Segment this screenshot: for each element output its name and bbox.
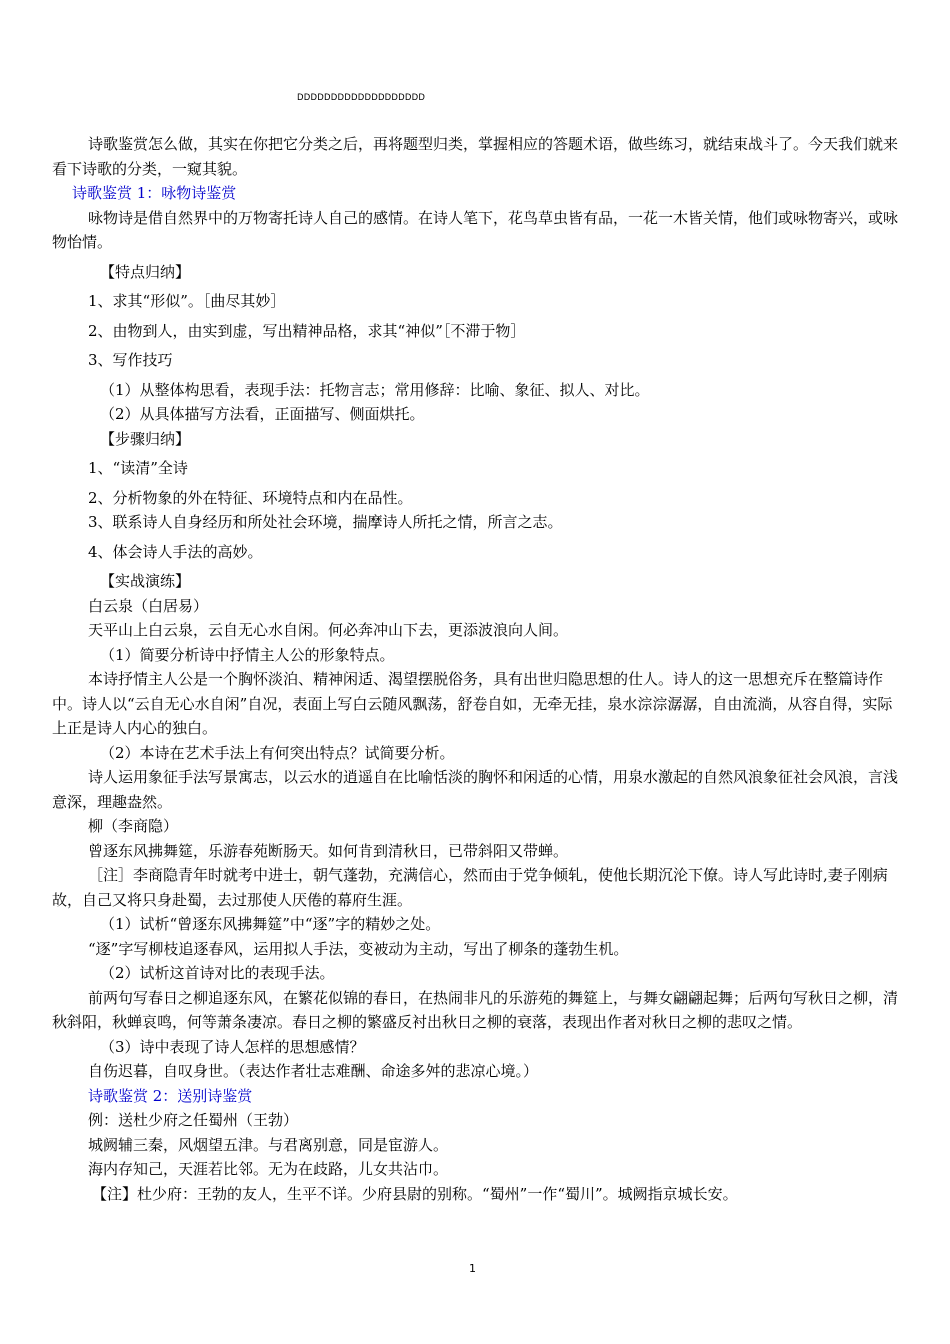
poem-text: 天平山上白云泉，云自无心水自闲。何必奔冲山下去，更添波浪向人间。 — [88, 621, 569, 639]
poem-note: 【注】杜少府：王勃的友人，生平不详。少府县尉的别称。“蜀州”一作“蜀川”。城阙指京城长安。 — [92, 1184, 738, 1203]
technique-item: （2）从具体描写方法看，正面描写、侧面烘托。 — [100, 405, 425, 423]
question: （2）试析这首诗对比的表现手法。 — [100, 964, 335, 982]
section-heading-2: 诗歌鉴赏 2：送别诗鉴赏 — [88, 1086, 253, 1105]
answer: 诗人运用象征手法写景寓志，以云水的逍遥自在比喻恬淡的胸怀和闲适的心情，用泉水激起的自然风浪象征社会风浪，言浅意深，理趣盎然。 — [52, 768, 899, 811]
steps-title: 【步骤归纳】 — [100, 429, 191, 448]
practice-title: 【实战演练】 — [100, 572, 191, 590]
question: （2）本诗在艺术手法上有何突出特点？试简要分析。 — [100, 743, 455, 762]
poem-title: 白云泉（白居易） — [88, 596, 209, 615]
technique-item: （1）从整体构思看，表现手法：托物言志；常用修辞：比喻、象征、拟人、对比。 — [100, 380, 650, 399]
intro-paragraph: 诗歌鉴赏怎么做，其实在你把它分类之后，再将题型归类，掌握相应的答题术语，做些练习，就结束战斗了。今天我们就来看下诗歌的分类，一窥其貌。 — [52, 135, 899, 178]
step-item: 3、联系诗人自身经历和所处社会环境，揣摩诗人所托之情，所言之志。 — [88, 513, 563, 531]
question: （1）简要分析诗中抒情主人公的形象特点。 — [100, 645, 395, 664]
answer: 本诗抒情主人公是一个胸怀淡泊、精神闲适、渴望摆脱俗务，具有出世归隐思想的仕人。诗人的这一思想充斥在整篇诗作中。诗人以“云自无心水自闲”自况，表面上写白云随风飘荡，舒卷自如，无牵无挂，泉水淙淙潺潺，自由流淌，从容自得，实际上正是诗人内心的独白。 — [52, 670, 893, 737]
features-title: 【特点归纳】 — [100, 262, 191, 281]
poem-line: 海内存知己，天涯若比邻。无为在歧路，儿女共沾巾。 — [88, 1160, 449, 1178]
step-item: 2、分析物象的外在特征、环境特点和内在品性。 — [88, 488, 413, 507]
question: （3）诗中表现了诗人怎样的思想感情？ — [100, 1037, 365, 1056]
poem-note: ［注］李商隐青年时就考中进士，朝气蓬勃，充满信心，然而由于党争倾轧，使他长期沉沦下僚。诗人写此诗时,妻子刚病故，自己又将只身赴蜀，去过那使人厌倦的幕府生涯。 — [52, 866, 888, 909]
feature-item: 2、由物到人，由实到虚，写出精神品格，求其“神似”［不滞于物］ — [88, 321, 526, 340]
poem-text: 曾逐东风拂舞筵，乐游春苑断肠天。如何肯到清秋日，已带斜阳又带蝉。 — [88, 841, 569, 860]
answer: 自伤迟暮，自叹身世。（表达作者壮志难酬、命途多舛的悲凉心境。） — [88, 1062, 539, 1080]
header-mark: DDDDDDDDDDDDDDDDDDD — [297, 93, 426, 103]
page-number: 1 — [469, 1262, 476, 1275]
feature-item: 1、求其“形似”。［曲尽其妙］ — [88, 292, 286, 310]
question: （1）试析“曾逐东风拂舞筵”中“逐”字的精妙之处。 — [100, 915, 441, 933]
example-title: 例：送杜少府之任蜀州（王勃） — [88, 1111, 299, 1129]
answer: 前两句写春日之柳追逐东风，在繁花似锦的春日，在热闹非凡的乐游苑的舞筵上，与舞女翩翩起舞；后两句写秋日之柳，清秋斜阳，秋蝉哀鸣，何等萧条凄凉。春日之柳的繁盛反衬出秋日之柳的衰落，表现出作者对秋日之柳的悲叹之情。 — [52, 988, 899, 1031]
feature-item: 3、写作技巧 — [88, 351, 173, 369]
step-item: 1、“读清”全诗 — [88, 459, 188, 477]
definition-paragraph: 咏物诗是借自然界中的万物寄托诗人自己的感情。在诗人笔下，花鸟草虫皆有品，一花一木皆关情，他们或咏物寄兴，或咏物怡情。 — [52, 208, 899, 251]
document-body — [52, 132, 904, 1206]
poem-title: 柳（李商隐） — [88, 817, 179, 835]
step-item: 4、体会诗人手法的高妙。 — [88, 542, 263, 561]
section-heading-1: 诗歌鉴赏 1：咏物诗鉴赏 — [72, 184, 237, 202]
answer: “逐”字写柳枝追逐春风，运用拟人手法，变被动为主动，写出了柳条的蓬勃生机。 — [88, 939, 629, 958]
poem-line: 城阙辅三秦，风烟望五津。与君离别意，同是宦游人。 — [88, 1135, 449, 1154]
